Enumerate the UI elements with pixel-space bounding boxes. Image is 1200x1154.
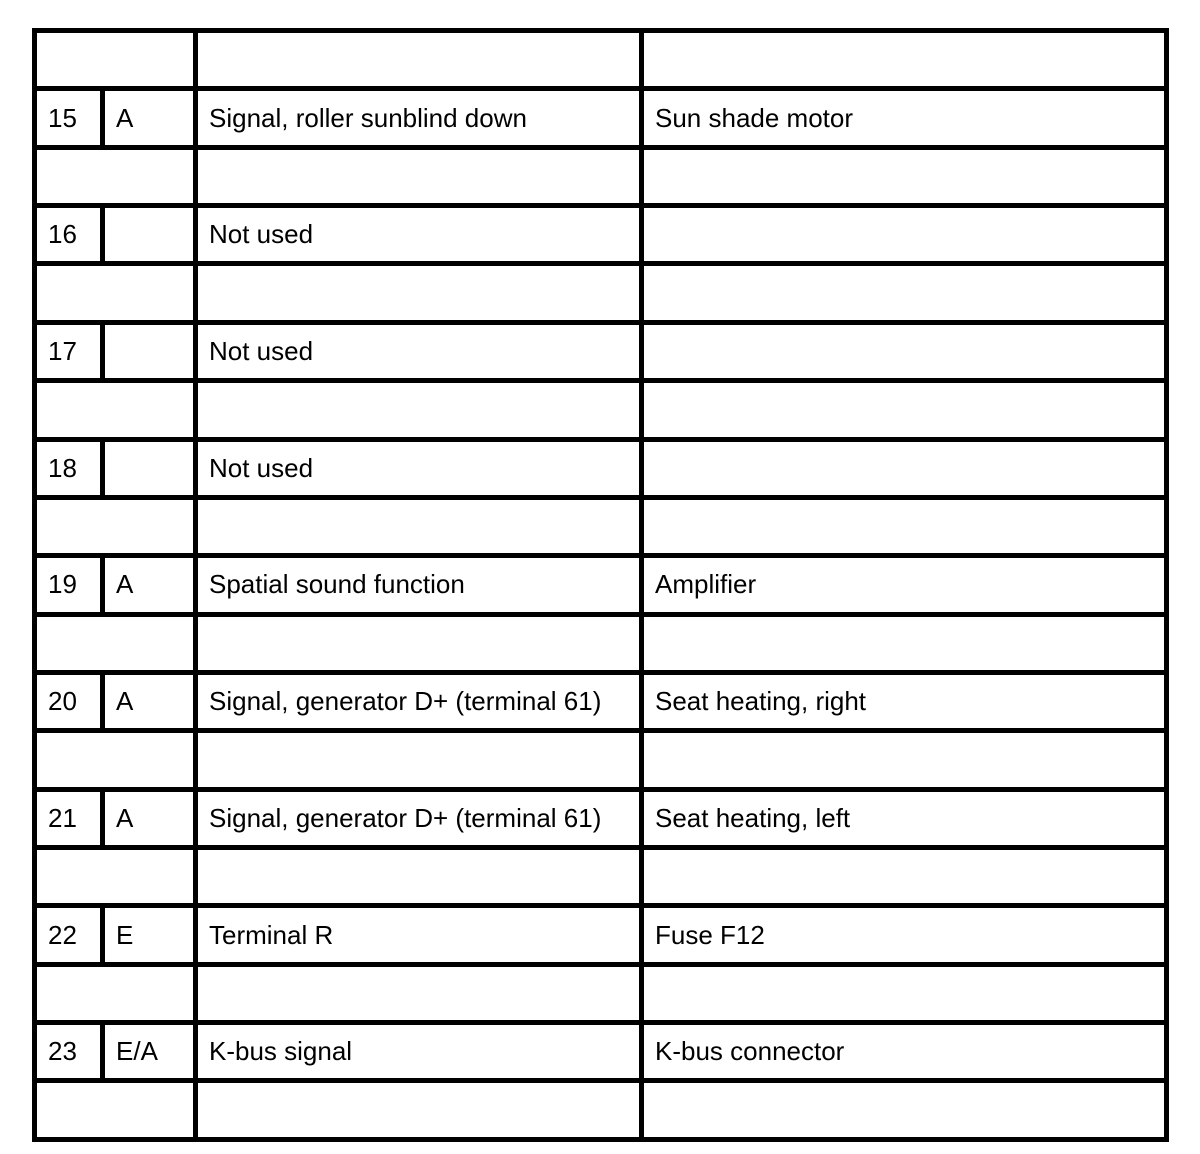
signal-description-cell: Spatial sound function xyxy=(196,556,642,614)
spacer-cell-component xyxy=(642,1081,1167,1140)
spacer-row xyxy=(35,1081,1167,1140)
signal-description-cell: Signal, generator D+ (terminal 61) xyxy=(196,672,642,730)
table-row xyxy=(35,672,1167,730)
table-row xyxy=(35,906,1167,964)
spacer-cell-signal xyxy=(196,497,642,555)
pin-table-body xyxy=(35,31,1167,1140)
io-type-cell: A xyxy=(103,672,196,730)
pin-number-cell: 16 xyxy=(35,206,103,264)
spacer-row xyxy=(35,381,1167,439)
signal-description-cell: K-bus signal xyxy=(196,1023,642,1081)
spacer-cell-pin xyxy=(35,614,196,672)
spacer-cell-component xyxy=(642,264,1167,322)
pin-number-cell: 22 xyxy=(35,906,103,964)
pin-number-cell: 17 xyxy=(35,322,103,380)
table-row xyxy=(35,1023,1167,1081)
signal-description-cell: Signal, roller sunblind down xyxy=(196,89,642,147)
table-row xyxy=(35,789,1167,847)
spacer-cell-signal xyxy=(196,731,642,789)
spacer-cell-signal xyxy=(196,264,642,322)
io-type-cell: A xyxy=(103,556,196,614)
pin-number-cell: 21 xyxy=(35,789,103,847)
spacer-row xyxy=(35,964,1167,1022)
spacer-row xyxy=(35,614,1167,672)
spacer-cell-pin xyxy=(35,848,196,906)
component-cell: Sun shade motor xyxy=(642,89,1167,147)
pin-number-cell: 19 xyxy=(35,556,103,614)
spacer-cell-pin xyxy=(35,31,196,89)
table-row xyxy=(35,556,1167,614)
spacer-cell-pin xyxy=(35,381,196,439)
spacer-cell-signal xyxy=(196,31,642,89)
spacer-row xyxy=(35,848,1167,906)
component-cell xyxy=(642,439,1167,497)
io-type-cell: A xyxy=(103,89,196,147)
spacer-cell-pin xyxy=(35,1081,196,1140)
spacer-cell-signal xyxy=(196,147,642,205)
pin-number-cell: 15 xyxy=(35,89,103,147)
spacer-row xyxy=(35,31,1167,89)
io-type-cell: A xyxy=(103,789,196,847)
spacer-cell-component xyxy=(642,381,1167,439)
component-cell: Fuse F12 xyxy=(642,906,1167,964)
io-type-cell xyxy=(103,439,196,497)
pin-number-cell: 23 xyxy=(35,1023,103,1081)
component-cell: K-bus connector xyxy=(642,1023,1167,1081)
spacer-cell-signal xyxy=(196,614,642,672)
spacer-cell-component xyxy=(642,614,1167,672)
pin-number-cell: 20 xyxy=(35,672,103,730)
signal-description-cell: Signal, generator D+ (terminal 61) xyxy=(196,789,642,847)
spacer-cell-signal xyxy=(196,381,642,439)
spacer-cell-component xyxy=(642,497,1167,555)
io-type-cell xyxy=(103,322,196,380)
table-row xyxy=(35,439,1167,497)
spacer-row xyxy=(35,497,1167,555)
pin-number-cell: 18 xyxy=(35,439,103,497)
table-row xyxy=(35,206,1167,264)
component-cell: Seat heating, right xyxy=(642,672,1167,730)
spacer-row xyxy=(35,147,1167,205)
signal-description-cell: Not used xyxy=(196,322,642,380)
spacer-cell-component xyxy=(642,147,1167,205)
spacer-row xyxy=(35,731,1167,789)
spacer-cell-signal xyxy=(196,848,642,906)
spacer-cell-signal xyxy=(196,964,642,1022)
component-cell: Amplifier xyxy=(642,556,1167,614)
component-cell xyxy=(642,322,1167,380)
table-row xyxy=(35,322,1167,380)
spacer-cell-component xyxy=(642,848,1167,906)
spacer-cell-component xyxy=(642,964,1167,1022)
component-cell xyxy=(642,206,1167,264)
signal-description-cell: Not used xyxy=(196,439,642,497)
spacer-cell-pin xyxy=(35,497,196,555)
spacer-cell-component xyxy=(642,31,1167,89)
spacer-row xyxy=(35,264,1167,322)
signal-description-cell: Not used xyxy=(196,206,642,264)
spacer-cell-pin xyxy=(35,964,196,1022)
io-type-cell xyxy=(103,206,196,264)
spacer-cell-component xyxy=(642,731,1167,789)
io-type-cell: E/A xyxy=(103,1023,196,1081)
table-row xyxy=(35,89,1167,147)
component-cell: Seat heating, left xyxy=(642,789,1167,847)
spacer-cell-pin xyxy=(35,264,196,322)
io-type-cell: E xyxy=(103,906,196,964)
spacer-cell-pin xyxy=(35,147,196,205)
spacer-cell-pin xyxy=(35,731,196,789)
signal-description-cell: Terminal R xyxy=(196,906,642,964)
pin-assignment-table xyxy=(32,28,1169,1142)
spacer-cell-signal xyxy=(196,1081,642,1140)
